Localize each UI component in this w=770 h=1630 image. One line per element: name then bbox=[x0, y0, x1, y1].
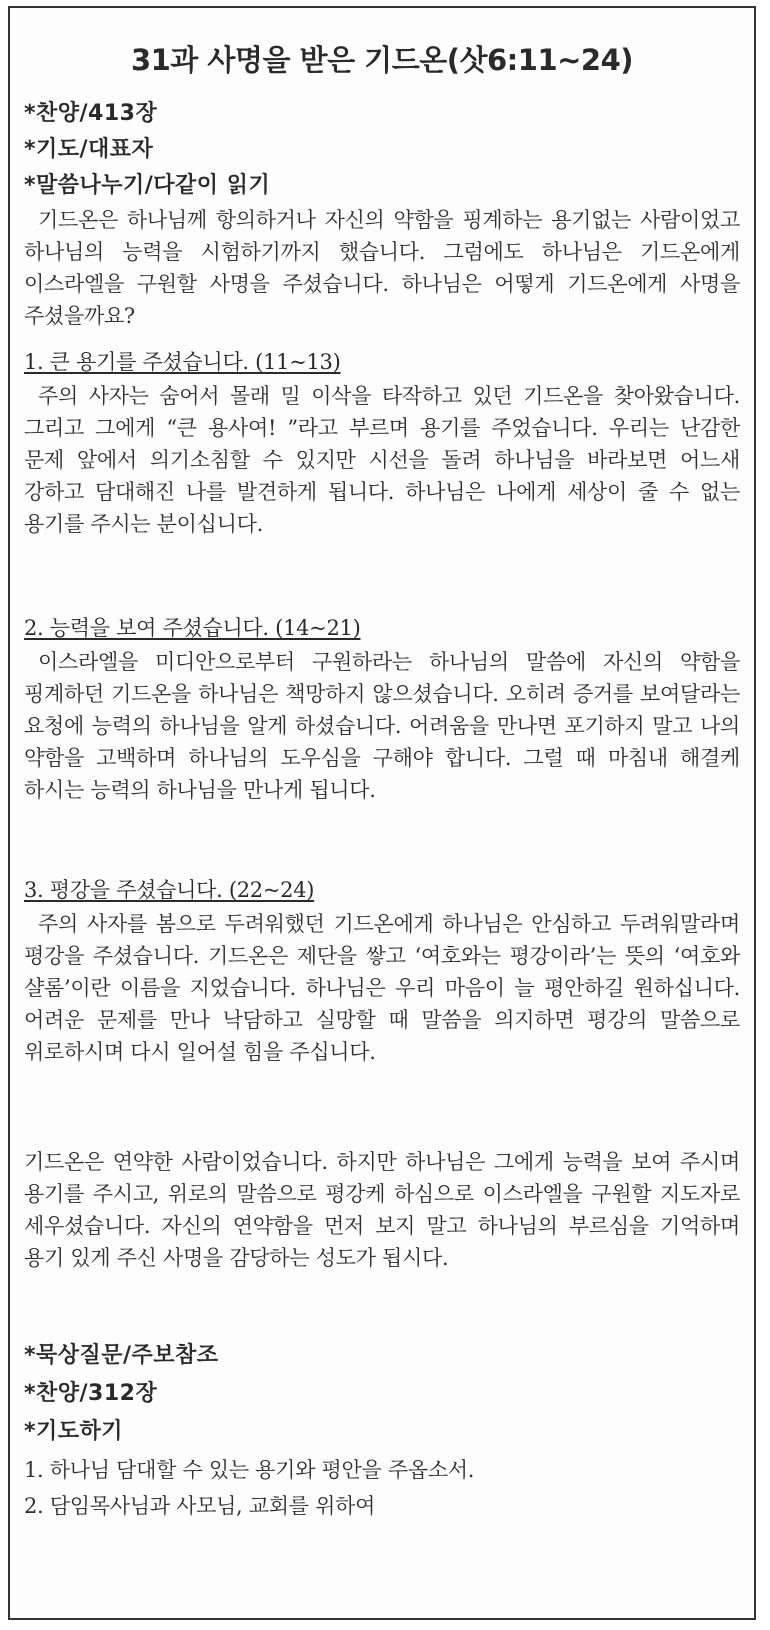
point-1-text: 주의 사자는 숨어서 몰래 밀 이삭을 타작하고 있던 기드온을 찾아왔습니다. 그리고 그에게 “큰 용사여! ”라고 부르며 용기를 주었습니다. 우리는 난감한 문제 앞에서 의기소침할 수 있지만 시선을 돌려 하나님을 바라보면 어느새 강하고 담대해진 나를 발견하게 됩니다. 하나님은 나에게 세상이 줄 수 없는 용기를 주시는 분이십니다. bbox=[24, 384, 740, 536]
point-3-text: 주의 사자를 봄으로 두려워했던 기드온에게 하나님은 안심하고 두려워말라며 평강을 주셨습니다. 기드온은 제단을 쌓고 ‘여호와는 평강이라’는 뜻의 ‘여호와 샬롬’이란 이름을 지었습니다. 하나님은 우리 마음이 늘 평안하길 원하십니다. 어려운 문제를 만나 낙담하고 실망할 때 말씀을 의지하면 평강의 말씀으로 위로하시며 다시 일어설 힘을 주십니다. bbox=[24, 912, 740, 1064]
lesson-title: 31과 사명을 받은 기드온(삿6:11~24) bbox=[130, 43, 634, 77]
point-2-text: 이스라엘을 미디안으로부터 구원하라는 하나님의 말씀에 자신의 약함을 핑계하던 기드온을 하나님은 책망하지 않으셨습니다. 오히려 증거를 보여달라는 요청에 능력의 하나님을 알게 하셨습니다. 어려움을 만나면 포기하지 말고 나의 약함을 고백하며 하나님의 도우심을 구해야 합니다. 그럴 때 마침내 해결케 하시는 능력의 하나님을 만나게 됩니다. bbox=[24, 650, 740, 802]
order-hymn: *찬양/413장 bbox=[24, 101, 158, 126]
order-reading: *말씀나누기/다같이 읽기 bbox=[24, 173, 271, 198]
order-hymn-2: *찬양/312장 bbox=[24, 1381, 158, 1406]
intro-paragraph: 기드온은 하나님께 항의하거나 자신의 약함을 핑계하는 용기없는 사람이었고 하나님의 능력을 시험하기까지 했습니다. 그럼에도 하나님은 기드온에게 이스라엘을 구원할 사명을 주셨습니다. 하나님은 어떻게 기드온에게 사명을 주셨을까요? bbox=[24, 208, 740, 328]
order-prayer-2: *기도하기 bbox=[24, 1419, 124, 1444]
point-1-heading: 1. 큰 용기를 주셨습니다. (11~13) bbox=[24, 350, 341, 374]
prayer-item-1: 1. 하나님 담대할 수 있는 용기와 평안을 주옵소서. bbox=[24, 1458, 475, 1482]
conclusion-paragraph: 기드온은 연약한 사람이었습니다. 하지만 하나님은 그에게 능력을 보여 주시며 용기를 주시고, 위로의 말씀으로 평강케 하심으로 이스라엘을 구원할 지도자로 세우셨습니다. 자신의 연약함을 먼저 보지 말고 하나님의 부르심을 기억하며 용기 있게 주신 사명을 감당하는 성도가 됩시다. bbox=[24, 1150, 740, 1270]
point-3-heading: 3. 평강을 주셨습니다. (22~24) bbox=[24, 878, 315, 902]
point-2-heading: 2. 능력을 보여 주셨습니다. (14~21) bbox=[24, 616, 361, 640]
order-prayer: *기도/대표자 bbox=[24, 137, 154, 162]
page-frame bbox=[8, 6, 756, 1620]
order-meditation: *묵상질문/주보참조 bbox=[24, 1343, 219, 1368]
prayer-item-2: 2. 담임목사님과 사모님, 교회를 위하여 bbox=[24, 1494, 376, 1518]
